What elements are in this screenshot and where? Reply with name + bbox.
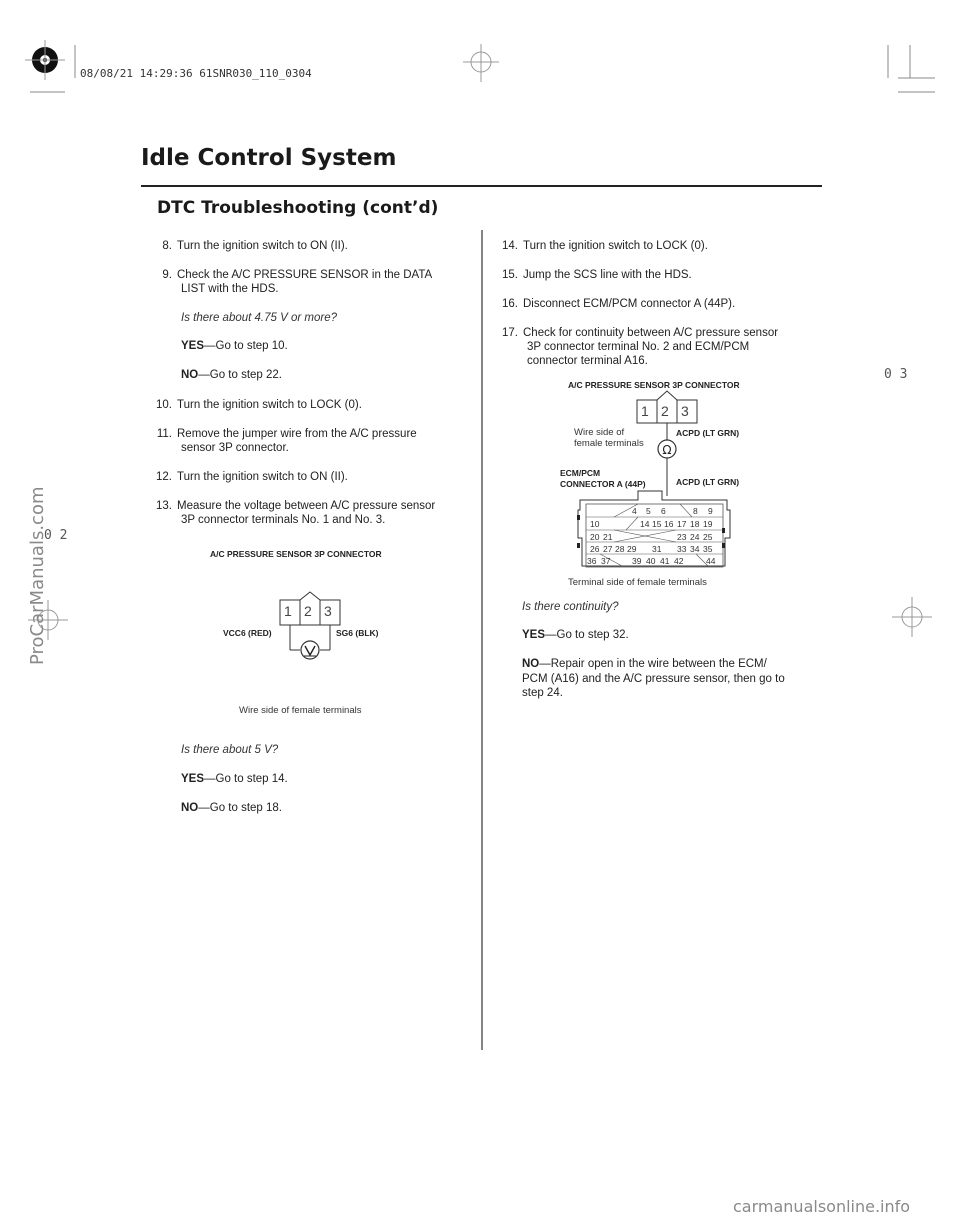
voltmeter-icon: [301, 641, 319, 659]
question-3: Is there continuity?: [522, 601, 619, 613]
svg-text:Ω: Ω: [662, 443, 672, 457]
q2-yes-answer: YES—Go to step 14.: [181, 773, 288, 785]
diagram2-caption: Terminal side of female terminals: [568, 577, 707, 588]
step-16: 16. Disconnect ECM/PCM connector A (44P).: [502, 298, 736, 310]
step-11: 11. Remove the jumper wire from the A/C pressure sensor 3P connector.: [156, 428, 417, 454]
step-17: 17. Check for continuity between A/C pressure sensor 3P connector terminal No. 2 and ECM/PCM connector terminal A16.: [502, 327, 779, 367]
margin-mark-right: 0 3: [884, 367, 908, 382]
margin-mark-left: 0 2: [44, 528, 68, 543]
print-timestamp: 08/08/21 14:29:36 61SNR030_110_0304: [80, 67, 312, 80]
ecm-connector-terminals: 4 5 6 8 9 10 14 15 16 17 18 19 20 21 23 24 25 26 27 28 29 31 33 34 35 36 37 39 40 41 42 44: [587, 506, 716, 566]
diagram2-wire-side-label: Wire side of female terminals: [574, 427, 644, 449]
step-9: 9. Check the A/C PRESSURE SENSOR in the DATA LIST with the HDS.: [162, 269, 433, 295]
step-15: 15. Jump the SCS line with the HDS.: [502, 269, 692, 281]
question-2: Is there about 5 V?: [181, 744, 279, 756]
section-subtitle: DTC Troubleshooting (cont’d): [157, 198, 439, 218]
crosshair-icon: [463, 44, 499, 82]
q2-no-answer: NO—Go to step 18.: [181, 802, 282, 814]
step-10: 10. Turn the ignition switch to LOCK (0).: [156, 399, 362, 411]
q1-no-answer: NO—Go to step 22.: [181, 369, 282, 381]
diagram2-acpd-bottom-label: ACPD (LT GRN): [676, 477, 740, 487]
diagram2-acpd-top-label: ACPD (LT GRN): [676, 428, 740, 438]
footer-watermark: carmanualsonline.info: [733, 1197, 911, 1216]
question-1: Is there about 4.75 V or more?: [181, 312, 337, 324]
q3-yes-answer: YES—Go to step 32.: [522, 629, 629, 641]
diagram1-right-label: SG6 (BLK): [336, 628, 379, 638]
q3-no-answer: NO—Repair open in the wire between the ECM/ PCM (A16) and the A/C pressure sensor, then go to step 24.: [522, 658, 785, 699]
step-8: 8. Turn the ignition switch to ON (II).: [162, 240, 348, 252]
ohmmeter-icon: [658, 440, 676, 458]
crosshair-icon: [892, 597, 932, 637]
diagram1-caption: Wire side of female terminals: [239, 705, 362, 716]
registration-target-icon: [25, 40, 65, 80]
side-watermark: ProCarManuals.com: [27, 486, 48, 665]
page-title: Idle Control System: [141, 145, 397, 171]
diagram2-ecm-label: ECM/PCM CONNECTOR A (44P): [560, 468, 646, 489]
diagram1-title: A/C PRESSURE SENSOR 3P CONNECTOR: [210, 549, 382, 559]
step-13: 13. Measure the voltage between A/C pressure sensor 3P connector terminals No. 1 and No. 3.: [156, 500, 436, 526]
diagram1-left-label: VCC6 (RED): [223, 628, 272, 638]
q1-yes-answer: YES—Go to step 10.: [181, 340, 288, 352]
step-12: 12. Turn the ignition switch to ON (II).: [156, 471, 348, 483]
step-14: 14. Turn the ignition switch to LOCK (0).: [502, 240, 708, 252]
diagram2-title: A/C PRESSURE SENSOR 3P CONNECTOR: [568, 380, 740, 390]
